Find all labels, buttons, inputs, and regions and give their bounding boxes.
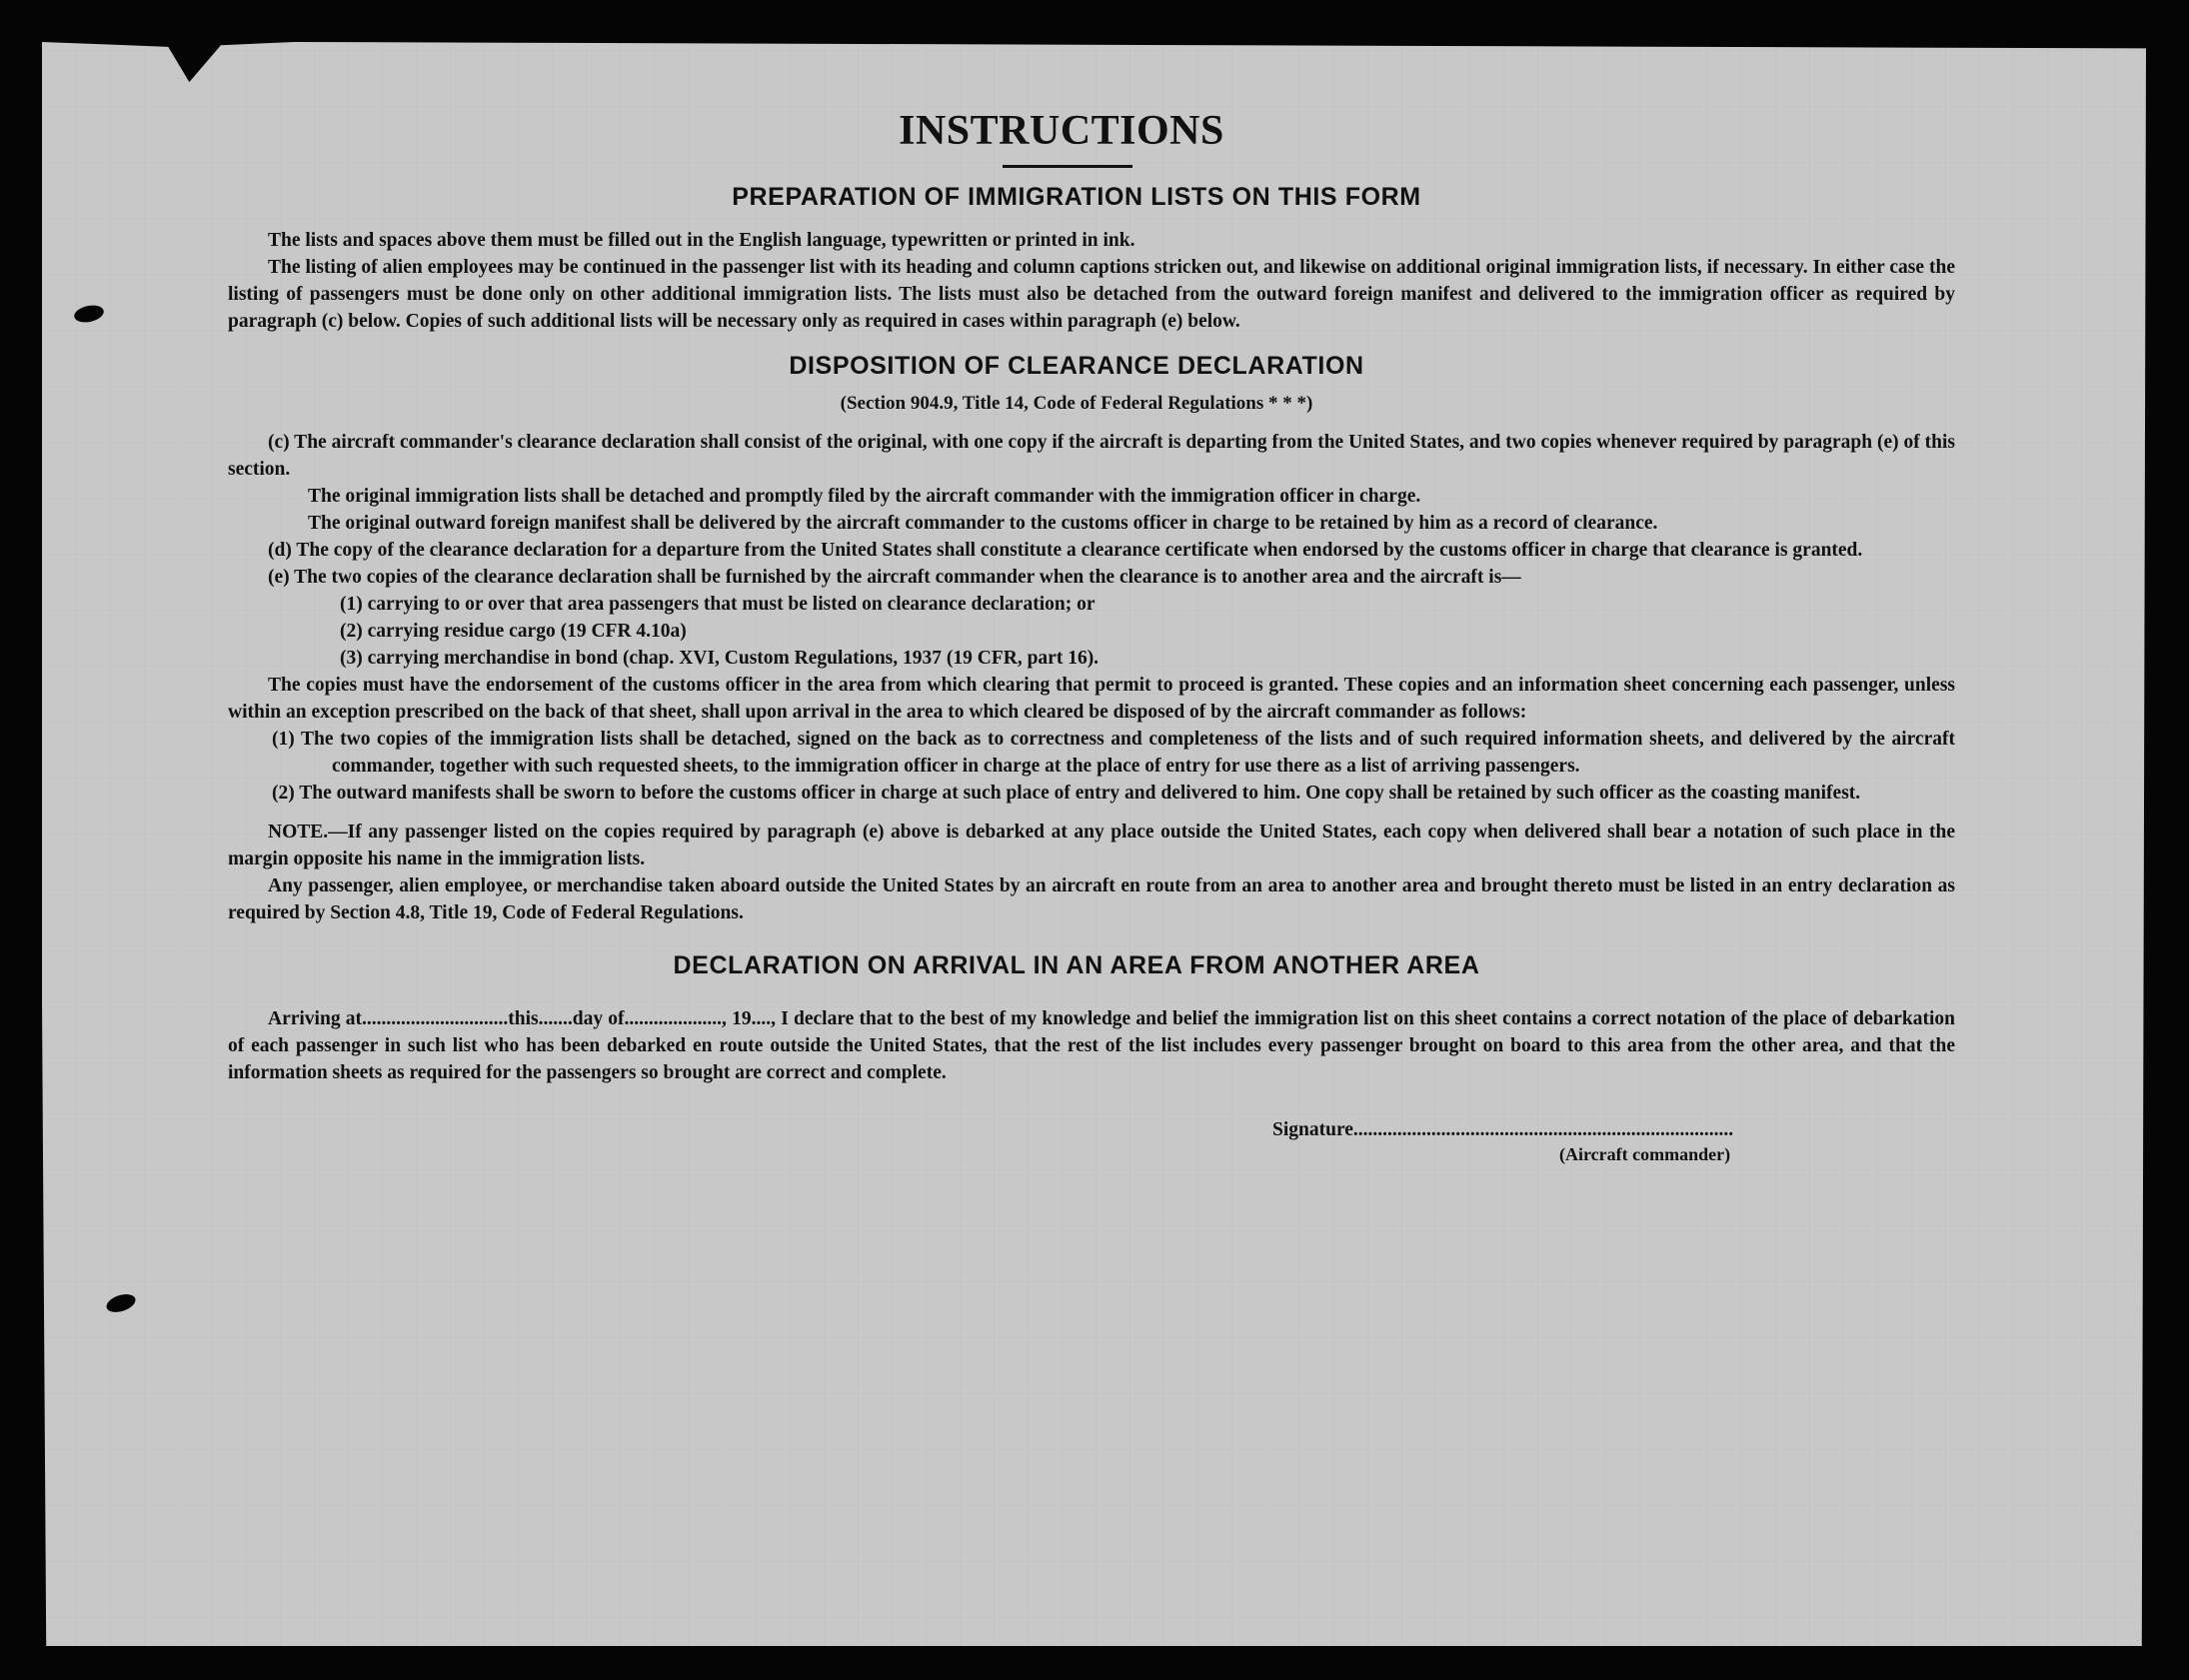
paragraph-d: (d) The copy of the clearance declaration for a departure from the United States shall constitute a clearance certificate when endorsed by the customs officer in charge that clearance is granted.: [268, 540, 1863, 561]
main-heading: INSTRUCTIONS: [899, 108, 1224, 154]
preparation-paragraph-2: The listing of alien employees may be continued in the passenger list with its heading and column captions stricken out, and likewise on additional original immigration lists, if necessary. In either case the listing of passengers must be done only on other additional immigration lists. The lists must also be detached from the outward foreign manifest and delivered to the immigration officer as required by paragraph (c) below. Copies of such additional lists will be necessary only as required in cases within paragraph (e) below.: [228, 257, 1955, 332]
instructions-content: [228, 108, 1955, 1165]
arrival-declaration-text: Arriving at..............................this.......day of...................., 19...., I declare that to the best of my knowledge and belief the immigration list on this sheet contains a correct notation of the place of debarkation of each passenger in such list who has been debarked en route outside the United States, that the rest of the list includes every passenger brought on board to this area from the other area, and that the information sheets as required for the passengers so brought are correct and complete.: [228, 1008, 1955, 1083]
paragraph-c: (c) The aircraft commander's clearance declaration shall consist of the original, with one copy if the aircraft is departing from the United States, and two copies whenever required by paragraph (e) of this section.: [228, 432, 1955, 480]
paragraph-e-item-2: (2) carrying residue cargo (19 CFR 4.10a): [340, 621, 687, 642]
signature-block: [228, 1116, 1955, 1165]
signature-line[interactable]: Signature..............................................................................: [1272, 1119, 1734, 1140]
paragraph-c-immigration-lists: The original immigration lists shall be detached and promptly filed by the aircraft commander with the immigration officer in charge.: [308, 486, 1421, 507]
disposition-citation: (Section 904.9, Title 14, Code of Federal Regulations * * *): [840, 393, 1313, 414]
entry-declaration-paragraph: Any passenger, alien employee, or merchandise taken aboard outside the United States by an aircraft en route from an area to another area and brought thereto must be listed in an entry declaration as required by Section 4.8, Title 19, Code of Federal Regulations.: [228, 875, 1955, 923]
signature-caption: (Aircraft commander): [1559, 1144, 1731, 1164]
paragraph-e: (e) The two copies of the clearance declaration shall be furnished by the aircraft commander when the clearance is to another area and the aircraft is—: [268, 567, 1521, 588]
note-paragraph: NOTE.—If any passenger listed on the copies required by paragraph (e) above is debarked at any place outside the United States, each copy when delivered shall bear a notation of such place in the margin opposite his name in the immigration lists.: [228, 822, 1955, 869]
arrival-step-1: (1) The two copies of the immigration lists shall be detached, signed on the back as to correctness and completeness of the lists and of such required information sheets, and delivered by the aircraft commander, together with such requested sheets, to the immigration officer in charge at the place of entry for use there as a list of arriving passengers.: [272, 729, 1955, 777]
paragraph-c-outward-manifest: The original outward foreign manifest shall be delivered by the aircraft commander to the customs officer in charge to be retained by him as a record of clearance.: [308, 513, 1658, 534]
paragraph-e-item-3: (3) carrying merchandise in bond (chap. XVI, Custom Regulations, 1937 (19 CFR, part 16).: [340, 648, 1099, 669]
arrival-step-2: (2) The outward manifests shall be sworn to before the customs officer in charge at such place of entry and delivered to him. One copy shall be retained by such officer as the coasting manifest.: [272, 783, 1861, 804]
disposition-title: DISPOSITION OF CLEARANCE DECLARATION: [789, 352, 1364, 380]
arrival-title: DECLARATION ON ARRIVAL IN AN AREA FROM ANOTHER AREA: [673, 951, 1480, 979]
copies-paragraph: The copies must have the endorsement of the customs officer in the area from which clearing that permit to proceed is granted. These copies and an information sheet concerning each passenger, unless within an exception prescribed on the back of that sheet, shall upon arrival in the area to which cleared be disposed of by the aircraft commander as follows:: [228, 675, 1955, 723]
preparation-paragraph-1: The lists and spaces above them must be filled out in the English language, typewritten or printed in ink.: [268, 230, 1135, 251]
preparation-title: PREPARATION OF IMMIGRATION LISTS ON THIS FORM: [732, 183, 1421, 211]
paragraph-e-item-1: (1) carrying to or over that area passengers that must be listed on clearance declaration; or: [340, 594, 1095, 615]
spacer: [228, 807, 1955, 819]
heading-rule: [1003, 165, 1132, 168]
